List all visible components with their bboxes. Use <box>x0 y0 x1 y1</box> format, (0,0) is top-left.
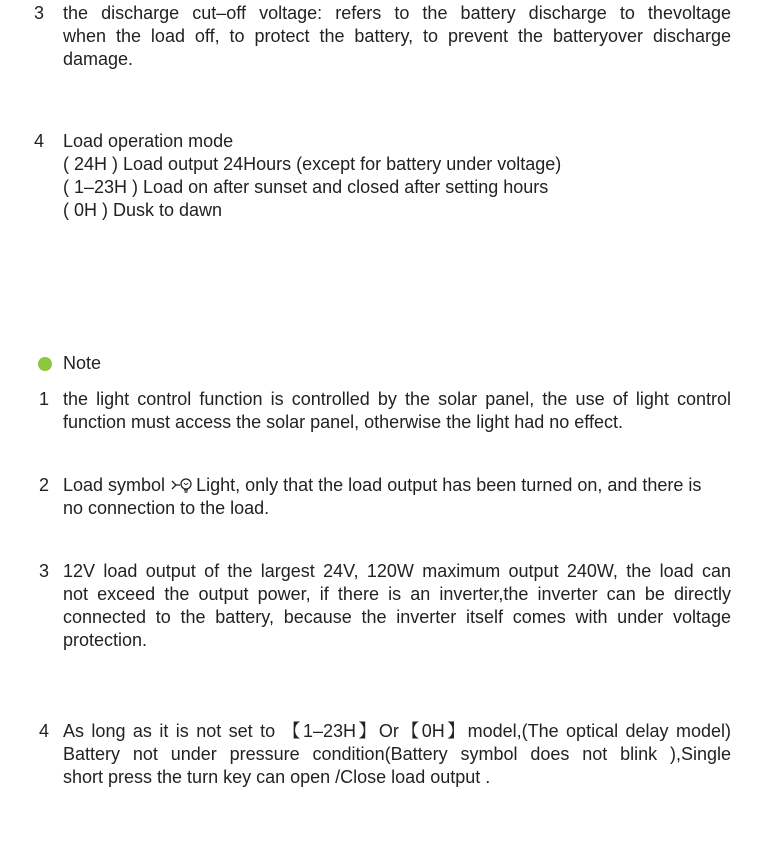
mode-1-23h: ( 1–23H ) Load on after sunset and closed after setting hours <box>63 177 549 197</box>
text-line: 12V load output of the largest 24V, 120W maximum output 240W, the load can <box>63 561 731 581</box>
item-text <box>63 720 731 789</box>
item-number: 4 <box>39 721 50 741</box>
text-line: Battery not under pressure condition(Battery symbol does not blink ),Single <box>63 744 731 764</box>
text-line: protection. <box>63 630 148 650</box>
text-line: As long as it is not set to 【1–23H】Or【0H】model,(The optical delay model) <box>63 721 731 741</box>
mode-0h: ( 0H ) Dusk to dawn <box>63 200 223 220</box>
text-line: damage. <box>63 49 134 69</box>
text-line: connected to the battery, because the inverter itself comes with under voltage <box>63 607 731 627</box>
item-number: 4 <box>34 131 45 151</box>
item-text <box>63 560 731 652</box>
load-symbol-suffix: Light, only that the load output has been turned on, and there is <box>196 475 702 495</box>
item-number: 3 <box>39 561 50 581</box>
note-bullet-icon <box>38 357 52 371</box>
note-heading: Note <box>63 353 102 373</box>
section-title: Load operation mode <box>63 131 234 151</box>
text-line <box>63 474 731 497</box>
load-symbol-prefix: Load symbol <box>63 475 171 495</box>
text-line: when the load off, to protect the battery, to prevent the batteryover discharge <box>63 26 731 46</box>
text-line: short press the turn key can open /Close load output . <box>63 767 491 787</box>
text-line: not exceed the output power, if there is an inverter,the inverter can be directly <box>63 584 731 604</box>
item-number: 3 <box>34 3 45 23</box>
item-text <box>63 2 731 71</box>
item-number: 1 <box>39 389 50 409</box>
text-line: the light control function is controlled by the solar panel, the use of light control <box>63 389 731 409</box>
item-text <box>63 474 731 520</box>
mode-24h: ( 24H ) Load output 24Hours (except for battery under voltage) <box>63 154 562 174</box>
item-number: 2 <box>39 475 50 495</box>
text-line: the discharge cut–off voltage: refers to the battery discharge to thevoltage <box>63 3 731 23</box>
item-text <box>63 130 731 222</box>
item-text <box>63 388 731 434</box>
load-bulb-icon <box>170 477 196 493</box>
text-line: no connection to the load. <box>63 498 270 518</box>
text-line: function must access the solar panel, otherwise the light had no effect. <box>63 412 623 432</box>
